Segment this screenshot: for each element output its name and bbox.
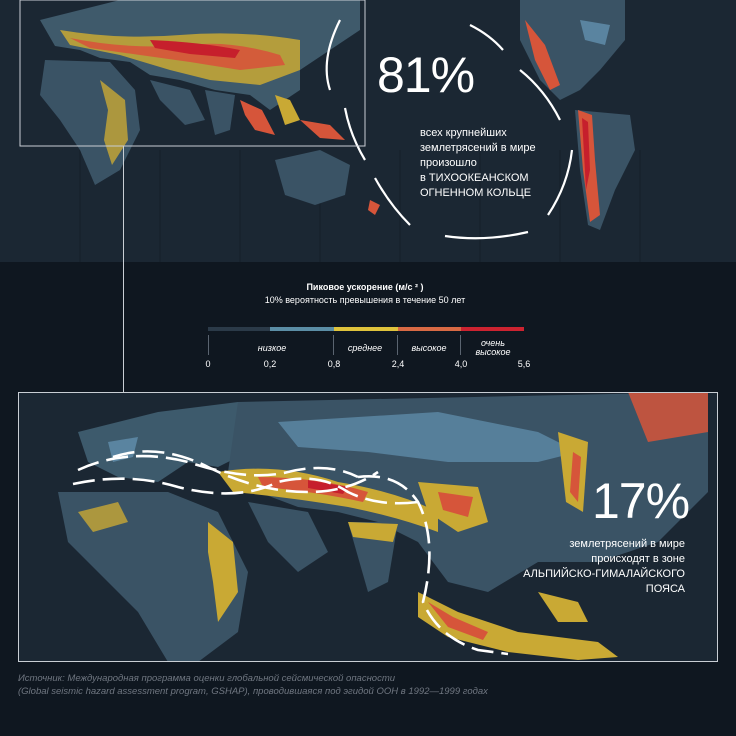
- pacific-caption-line: в ТИХООКЕАНСКОМ: [420, 172, 529, 184]
- legend-category-moderate: среднее: [347, 343, 383, 353]
- zoom-connector-line: [123, 146, 124, 392]
- source-line-2: (Global seismic hazard assessment program, GSHAP), проводившаяся под эгидой ООН в 1992—1999 годах: [18, 686, 488, 697]
- alpine-caption-line: ПОЯСА: [645, 583, 685, 595]
- source-label: Источник:: [18, 673, 65, 684]
- legend-category-high: высокое: [411, 343, 447, 353]
- legend-tick: 0: [205, 359, 211, 369]
- legend-subtitle: 10% вероятность превышения в течение 50 лет: [264, 295, 466, 305]
- alpine-caption-line: АЛЬПИЙСКО-ГИМАЛАЙСКОГО: [523, 568, 685, 580]
- pacific-caption-line: землетрясений в мире: [420, 142, 536, 154]
- legend-segment-moderate: [334, 327, 398, 331]
- legend-tick: 2,4: [391, 359, 405, 369]
- world-hazard-map: [0, 0, 736, 262]
- legend-category-low: низкое: [257, 343, 287, 353]
- legend-category-very-high: очень высокое: [475, 338, 511, 357]
- legend-separator: [208, 335, 209, 355]
- legend-tick: 4,0: [454, 359, 468, 369]
- pacific-percent: 81%: [377, 47, 475, 103]
- alpine-caption-line: происходят в зоне: [591, 553, 685, 565]
- legend-tick: 5,6: [517, 359, 531, 369]
- pacific-caption-line: всех крупнейших: [420, 127, 507, 139]
- legend-tick: 0,8: [327, 359, 341, 369]
- alpine-caption-line: землетрясений в мире: [569, 538, 685, 550]
- legend-segment-low: [270, 327, 334, 331]
- legend-title: Пиковое ускорение (м/с ² ): [306, 282, 424, 292]
- alpine-caption: [505, 537, 685, 597]
- pacific-caption: [420, 126, 550, 201]
- legend-segment-very-high: [461, 327, 524, 331]
- legend-separator: [460, 335, 461, 355]
- legend-segment-base: [208, 327, 270, 331]
- world-map-svg: [0, 0, 736, 262]
- pacific-caption-line: ОГНЕННОМ КОЛЬЦЕ: [420, 187, 532, 199]
- pacific-caption-line: произошло: [420, 157, 477, 169]
- legend-segment-high: [398, 327, 461, 331]
- legend-color-bar: [208, 327, 524, 331]
- source-line-1: Международная программа оценки глобальной сейсмической опасности: [67, 673, 396, 684]
- source-note: [18, 672, 718, 698]
- legend-tick: 0,2: [263, 359, 277, 369]
- alpine-percent: 17%: [592, 473, 690, 529]
